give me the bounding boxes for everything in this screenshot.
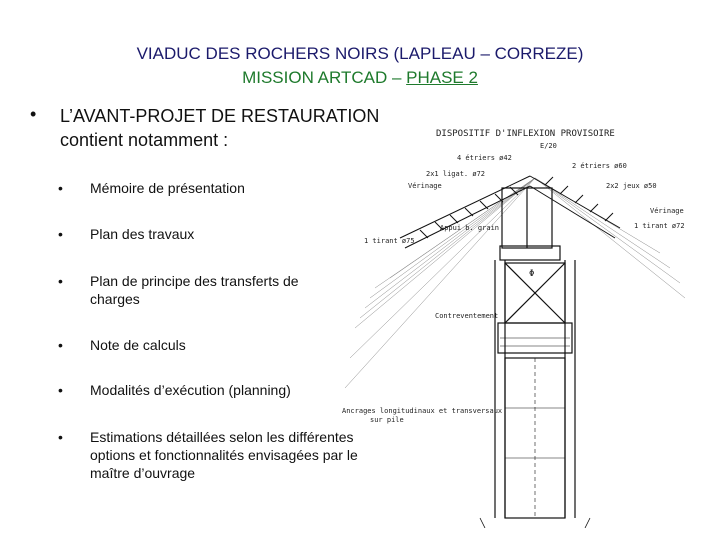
list-item-text: Estimations détaillées selon les différentes options et fonctionnalités envisagées par le maître d’ouvrage [90, 429, 358, 481]
list-bullet: • [58, 429, 63, 445]
label-phi: Φ [529, 269, 535, 279]
list-bullet: • [58, 180, 63, 196]
intro-line-2: contient notamment : [60, 130, 229, 150]
intro-bullet: • [30, 104, 37, 124]
pier [480, 188, 590, 528]
intro-text [60, 104, 379, 152]
title-line-2 [0, 66, 720, 90]
label-one-tie: 1 tirant ø72 [634, 222, 685, 230]
list-item-text: Note de calculs [90, 337, 186, 353]
label-two-x-one: 2x1 ligat. ø72 [426, 170, 486, 178]
label-cable-note: 1 tirant ø75 [364, 237, 415, 245]
drawing-scale: E/20 [540, 142, 557, 150]
list-item-text: Mémoire de présentation [90, 180, 245, 196]
list-item-text: Modalités d’exécution (planning) [90, 382, 291, 398]
cable-lines [345, 178, 685, 388]
label-two-x-two: 2x2 jeux ø50 [606, 182, 657, 190]
title-line-1: VIADUC DES ROCHERS NOIRS (LAPLEAU – CORREZE) [136, 44, 584, 63]
intro-line-1: L’AVANT-PROJET DE RESTAURATION [60, 106, 380, 126]
label-verinage-left: Vérinage [408, 182, 442, 190]
list-bullet: • [58, 382, 63, 398]
list-item-text: Plan de principe des transferts de charges [90, 273, 299, 307]
title-line-2-phase: PHASE 2 [406, 68, 478, 87]
label-two-stirrups: 2 étriers ø60 [572, 162, 627, 170]
list-bullet: • [58, 337, 63, 353]
label-support: Appui b. grain [440, 224, 500, 232]
list-item-text: Plan des travaux [90, 226, 195, 242]
title-line-2-prefix: MISSION ARTCAD – [242, 68, 407, 87]
label-verinage-right: Vérinage [650, 207, 684, 215]
label-anchors-2: sur pile [370, 416, 404, 424]
list-bullet: • [58, 226, 63, 242]
technical-drawing [340, 118, 690, 528]
slide-title [0, 42, 720, 90]
list-bullet: • [58, 273, 63, 289]
label-bracing: Contreventement [435, 312, 499, 320]
label-four-stirrups: 4 étriers ø42 [457, 154, 512, 162]
drawing-heading: DISPOSITIF D'INFLEXION PROVISOIRE [436, 129, 615, 139]
label-anchors: Ancrages longitudinaux et transversaux [342, 407, 503, 415]
